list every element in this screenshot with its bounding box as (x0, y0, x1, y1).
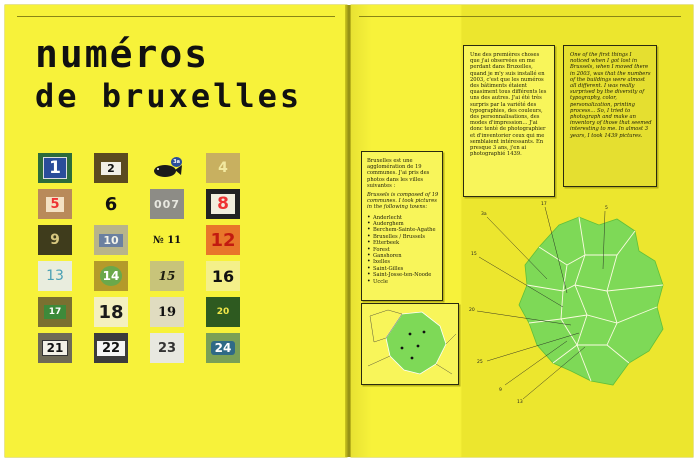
magazine-spread (5, 5, 693, 457)
map-label: 20 (469, 308, 475, 313)
photo-tile: 15 (150, 261, 184, 291)
list-item: • Anderlecht (367, 215, 439, 221)
list-item: • Saint-Josse-ten-Noode (367, 272, 439, 278)
photo-tile: 18 (94, 297, 128, 327)
brussels-map (467, 195, 687, 405)
left-page (5, 5, 347, 457)
towns-list (367, 215, 439, 285)
list-item: • Auderghem (367, 221, 439, 227)
photo-tile: 16 (206, 261, 240, 291)
photo-tile: 20 (206, 297, 240, 327)
photo-tile: 4 (206, 153, 240, 183)
photo-tile: 21 (38, 333, 72, 363)
photo-tile: 19 (150, 297, 184, 327)
photo-tile: 12 (206, 225, 240, 255)
english-text-box (563, 45, 657, 187)
page-title (35, 33, 302, 117)
photo-tile: 24 (206, 333, 240, 363)
list-item: • Berchem-Sainte-Agathe (367, 227, 439, 233)
small-map-box (361, 303, 459, 385)
photo-tile: 1 (38, 153, 72, 183)
photo-tile: 8 (206, 189, 240, 219)
english-column-text: One of the first things I noticed when I got lost in Brussels, when I moved there in 2003, was that the numbers of the buildings were almost all different. I was really surprised by the diversity of typography, color, personalization, printing process… So, I tried to photograph and make an inventory of those that seemed interesting to me. In almost 3 years, I took 1439 pictures. (570, 52, 652, 139)
intro-text (367, 158, 439, 285)
title-line-2: de bruxelles (35, 77, 303, 115)
french-column-text: Une des premières choses que j'ai observées en me perdant dans Bruxelles, quand je m'y suis installé en 2003, c'est que les numéros des bâtiments étaient quasiment tous différents les uns des autres. J'ai été très surpris par la variété des typographies, des couleurs, des personnalisations, des modes d'impression… J'ai donc tenté de photographier et d'inventorier ceux qui me semblaient intéressants. En presque 3 ans, j'en ai photographié 1439. (470, 52, 547, 158)
list-item: • Saint-Gilles (367, 266, 439, 272)
map-label: 5 (605, 206, 608, 211)
map-label: 15 (471, 252, 477, 257)
running-head-rule (359, 16, 681, 17)
photo-tile: 22 (94, 333, 128, 363)
photo-tile: 13 (38, 261, 72, 291)
right-page (351, 5, 693, 457)
photo-tile: 10 (94, 225, 128, 255)
intro-box (361, 151, 443, 301)
map-label: 9 (499, 388, 502, 393)
photo-tile: 007 (150, 189, 184, 219)
list-item: • Ixelles (367, 259, 439, 265)
photo-tile: 17 (38, 297, 72, 327)
title-line-1: numéros (35, 32, 210, 76)
photo-tile: 6 (94, 189, 128, 219)
list-item: • Forest (367, 247, 439, 253)
list-item: • Ganshoren (367, 253, 439, 259)
small-map-illustration (362, 304, 458, 384)
photo-tile: 5 (38, 189, 72, 219)
intro-english: Brussels is composed of 19 communes. I took pictures in the following towns: (367, 192, 439, 211)
map-label: 13 (517, 400, 523, 405)
map-label: 25 (477, 360, 483, 365)
photo-tile: 23 (150, 333, 184, 363)
map-label: 3a (481, 212, 487, 217)
intro-french: Bruxelles est une agglomération de 19 communes. J'ai pris des photos dans les villes suivantes : (367, 158, 430, 189)
list-item: • Bruxelles / Brussels (367, 234, 439, 240)
photo-tile: 3a (150, 153, 184, 183)
list-item: • Etterbeek (367, 240, 439, 246)
map-label: 17 (541, 202, 547, 207)
french-text-box (463, 45, 555, 197)
photo-tile: 9 (38, 225, 72, 255)
photo-tile: 14 (94, 261, 128, 291)
list-item: • Uccle (367, 279, 439, 285)
photo-tile: 2 (94, 153, 128, 183)
photo-tile: № 11 (150, 225, 184, 255)
running-head-rule (17, 16, 335, 17)
